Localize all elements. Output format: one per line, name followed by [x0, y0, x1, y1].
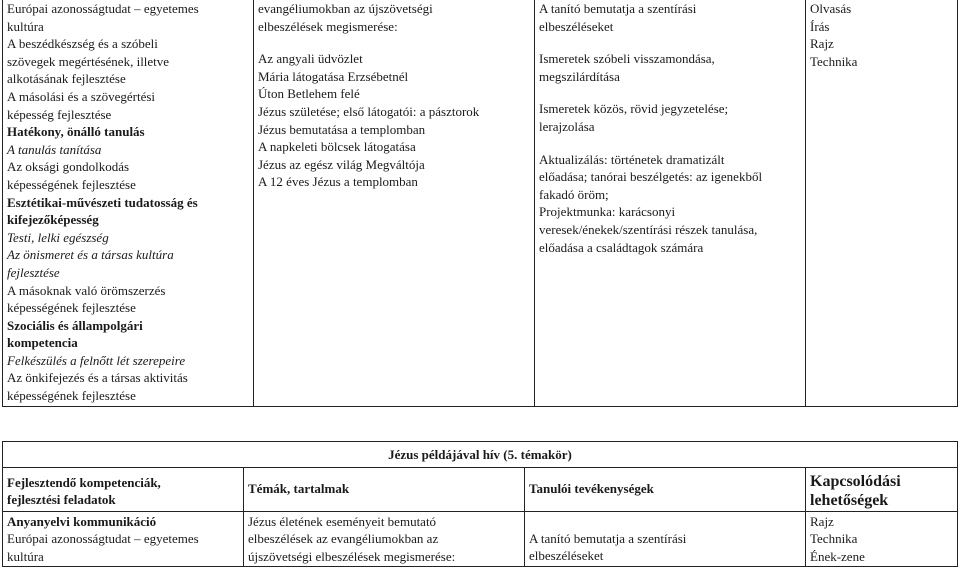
- connection-item: Írás: [810, 18, 830, 34]
- competency-item: Európai azonosságtudat – egyetemes: [7, 531, 199, 547]
- competency-item: fejlesztése: [7, 264, 60, 280]
- connections-cell: [806, 511, 958, 567]
- top-table: [2, 0, 958, 407]
- header-competencies: [3, 467, 244, 511]
- activity-text: A tanító bemutatja a szentírási: [539, 1, 697, 16]
- competency-item: Anyanyelvi kommunikáció: [7, 513, 157, 529]
- topic-item: Mária látogatása Erzsébetnél: [258, 68, 409, 84]
- competency-item: kultúra: [7, 18, 44, 34]
- topic-item: Az angyali üdvözlet: [258, 51, 363, 67]
- competency-item: Esztétikai-művészeti tudatosság és: [7, 194, 198, 210]
- connection-item: Olvasás: [810, 1, 852, 16]
- header-connections: [806, 467, 958, 511]
- competency-item: kompetencia: [7, 335, 78, 351]
- topics-list: [258, 50, 530, 191]
- activity-text: elbeszéléseket: [529, 548, 604, 564]
- competency-item: Hatékony, önálló tanulás: [7, 124, 145, 140]
- activity-text: megszilárdítása: [539, 68, 620, 84]
- header-text: lehetőségek: [810, 491, 889, 509]
- topic-item: A napkeleti bölcsek látogatása: [258, 139, 416, 155]
- activity-text: Projektmunka: karácsonyi: [539, 204, 676, 220]
- activity-text: Ismeretek közös, rövid jegyzetelése;: [539, 101, 729, 117]
- table-row: [3, 0, 958, 406]
- activity-text: Aktualizálás: történetek dramatizált: [539, 151, 725, 167]
- topic-item: Jézus az egész világ Megváltója: [258, 156, 425, 172]
- topic-item: Úton Betlehem felé: [258, 86, 360, 102]
- topic-text: újszövetségi elbeszélések megismerése:: [248, 548, 456, 564]
- topic-text: elbeszélések az evangéliumokban az: [248, 531, 439, 547]
- connection-item: Rajz: [810, 36, 834, 52]
- competency-item: kultúra: [7, 548, 44, 564]
- activity-text: elbeszéléseket: [539, 18, 614, 34]
- competency-item: szövegek megértésének, illetve: [7, 53, 170, 69]
- competency-item: képességének fejlesztése: [7, 176, 136, 192]
- activity-text: A tanító bemutatja a szentírási: [529, 530, 687, 546]
- competency-item: A tanulás tanítása: [7, 141, 102, 157]
- bottom-table: [2, 441, 958, 567]
- connection-item: Ének-zene: [810, 548, 865, 564]
- header-topics: Témák, tartalmak: [244, 467, 525, 511]
- competency-item: Testi, lelki egészség: [7, 229, 109, 245]
- topic-item: Jézus születése; első látogatói: a pásztorok: [258, 103, 480, 119]
- activity-text: Ismeretek szóbeli visszamondása,: [539, 51, 715, 67]
- competencies-cell: [3, 0, 254, 406]
- table-row: [3, 511, 958, 567]
- competency-item: Az önismeret és a társas kultúra: [7, 247, 174, 263]
- table-title-row: [3, 442, 958, 468]
- topics-intro-line: evangéliumokban az újszövetségi: [258, 1, 433, 16]
- activities-cell: [535, 0, 806, 406]
- competencies-cell: [3, 511, 244, 567]
- activity-text: fakadó öröm;: [539, 186, 609, 202]
- topic-text: Jézus életének eseményeit bemutató: [248, 513, 437, 529]
- competency-item: A másolási és a szövegértési: [7, 88, 156, 104]
- header-text: Fejlesztendő kompetenciák,: [7, 474, 161, 490]
- competency-item: képesség fejlesztése: [7, 106, 112, 122]
- header-text: fejlesztési feladatok: [7, 492, 116, 508]
- activity-text: lerajzolása: [539, 118, 595, 134]
- topic-item: A 12 éves Jézus a templomban: [258, 174, 418, 190]
- section-title: Jézus példájával hív (5. témakör): [3, 442, 958, 468]
- competency-item: Az önkifejezés és a társas aktivitás: [7, 370, 188, 386]
- competency-item: alkotásának fejlesztése: [7, 71, 126, 87]
- header-text: Kapcsolódási: [810, 472, 901, 490]
- table-header-row: [3, 467, 958, 511]
- competency-item: A másoknak való örömszerzés: [7, 282, 166, 298]
- topic-item: Jézus bemutatása a templomban: [258, 121, 426, 137]
- competencies-list: [7, 0, 249, 405]
- competency-item: A beszédkészség és a szóbeli: [7, 36, 158, 52]
- header-activities: Tanulói tevékenységek: [525, 467, 806, 511]
- competency-item: Szociális és állampolgári: [7, 317, 143, 333]
- competency-item: képességének fejlesztése: [7, 300, 136, 316]
- competency-item: Európai azonosságtudat – egyetemes: [7, 1, 199, 16]
- competency-item: kifejezőképesség: [7, 212, 99, 228]
- topics-cell: [244, 511, 525, 567]
- topics-intro-line: elbeszélések megismerése:: [258, 18, 398, 34]
- topics-cell: [254, 0, 535, 406]
- connection-item: Technika: [810, 531, 858, 547]
- connection-item: Technika: [810, 53, 858, 69]
- activity-text: előadása; tanórai beszélgetés: az igenekből: [539, 169, 763, 185]
- connections-cell: [806, 0, 958, 406]
- connection-item: Rajz: [810, 513, 834, 529]
- activity-text: előadása a családtagok számára: [539, 239, 704, 255]
- competency-item: képességének fejlesztése: [7, 388, 136, 404]
- competency-item: Felkészülés a felnőtt lét szerepeire: [7, 352, 186, 368]
- activity-text: veresek/énekek/szentírási részek tanulása,: [539, 221, 758, 237]
- competency-item: Az oksági gondolkodás: [7, 159, 130, 175]
- activities-cell: [525, 511, 806, 567]
